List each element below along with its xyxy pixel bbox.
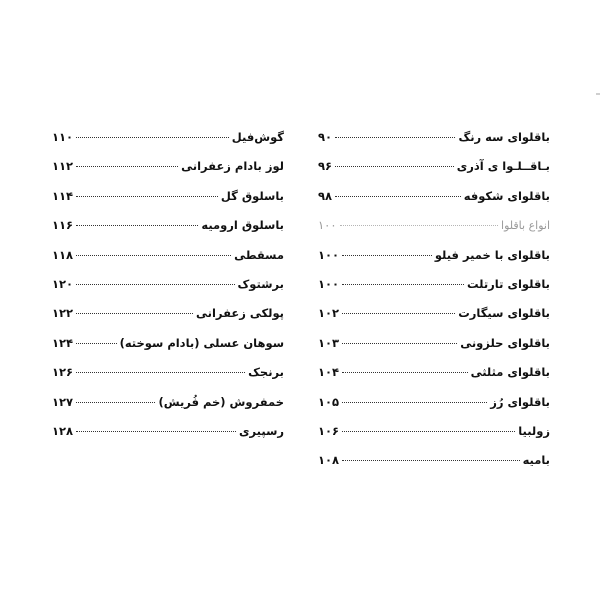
toc-page-number: ۹۸ (318, 188, 333, 203)
dot-leader (340, 225, 499, 226)
toc-page-number: ۱۲۰ (52, 276, 74, 291)
toc-page-number: ۱۰۵ (318, 394, 340, 409)
dot-leader (76, 431, 236, 432)
toc-page-number: ۱۰۰ (318, 247, 340, 262)
toc-page-number: ۹۰ (318, 130, 333, 144)
toc-page-number: ۹۶ (318, 159, 333, 174)
dot-leader (342, 402, 487, 403)
dot-leader (335, 196, 461, 197)
dot-leader (76, 284, 234, 285)
toc-entry (318, 336, 550, 365)
dot-leader (76, 402, 155, 403)
dot-leader (335, 137, 455, 138)
toc-entry (318, 130, 550, 159)
toc-entry (52, 424, 284, 453)
toc-page-number: ۱۱۲ (52, 159, 74, 174)
dot-leader (76, 372, 245, 373)
toc-entry-title: برشتوک (237, 276, 284, 291)
toc-entry (52, 336, 284, 365)
toc-entry (318, 306, 550, 335)
toc-entry-title: رسپیری (238, 423, 284, 438)
toc-entry (318, 277, 550, 306)
toc-entry-title: باقلوای مثلثی (470, 365, 550, 380)
dot-leader (342, 343, 457, 344)
toc-page-number: ۱۰۴ (318, 365, 340, 380)
toc-entry (318, 424, 550, 453)
toc-entry (318, 395, 550, 424)
dot-leader (342, 255, 432, 256)
toc-page-number: ۱۲۲ (52, 306, 74, 321)
toc-entry-title: بامیه (522, 453, 550, 468)
toc-entry (52, 218, 284, 247)
dot-leader (76, 225, 198, 226)
dot-leader (76, 166, 178, 167)
toc-entry-title: زولبیا (518, 423, 550, 438)
toc-page-number: ۱۰۰ (318, 276, 340, 291)
toc-entry-title: باقلوای سه رنگ (458, 130, 550, 144)
toc-page-number: ۱۲۷ (52, 394, 74, 409)
toc-entry (318, 189, 550, 218)
toc-entry-title: سوهان عسلی (بادام سوخته) (119, 335, 284, 350)
dot-leader (335, 166, 454, 167)
toc-entry-title: برنجک (248, 365, 284, 380)
dot-leader (342, 284, 464, 285)
toc-entry (52, 130, 284, 159)
toc-page-number: ۱۰۲ (318, 306, 340, 321)
toc-entry (52, 365, 284, 394)
dot-leader (342, 431, 515, 432)
page-edge-mark (596, 93, 600, 95)
toc-entry (52, 159, 284, 188)
toc-entry (52, 306, 284, 335)
toc-entry (318, 453, 550, 482)
toc-page-number: ۱۰۳ (318, 335, 340, 350)
toc-entry-title: باسلوق گل (220, 188, 284, 203)
toc-entry (318, 365, 550, 394)
toc-page-number: ۱۰۸ (318, 453, 340, 468)
toc-entry-title: باقلوای شکوفه (463, 188, 550, 203)
toc-page-number: ۱۲۶ (52, 365, 74, 380)
toc-entry-title: مسقطی (234, 247, 284, 262)
toc-entry (318, 159, 550, 188)
dot-leader (342, 460, 520, 461)
toc-entry-title: پولکی زعفرانی (196, 306, 284, 321)
toc-entry-title: باقلوای حلزونی (460, 335, 550, 350)
toc-page-number: ۱۱۴ (52, 188, 74, 203)
toc-entry-title: انواع باقلوا (501, 219, 550, 233)
toc-entry (52, 189, 284, 218)
toc-entry (52, 395, 284, 424)
toc-right-column (318, 130, 550, 483)
toc-entry-title: باقلوای تارتلت (467, 276, 550, 291)
dot-leader (76, 343, 117, 344)
toc-entry-title: خمفروش (خم فُریش) (158, 394, 284, 409)
toc-entry (52, 248, 284, 277)
toc-page-number: ۱۱۶ (52, 218, 74, 233)
toc-page-number: ۱۰۰ (318, 218, 337, 233)
toc-entry (318, 248, 550, 277)
dot-leader (342, 372, 468, 373)
toc-page-number: ۱۱۸ (52, 247, 74, 262)
toc-page-number: ۱۲۴ (52, 335, 74, 350)
toc-left-column (52, 130, 284, 453)
toc-entry-title: بـاقــلـوا ی آذری (456, 159, 550, 174)
toc-entry-title: باقلوای با خمیر فیلو (434, 247, 550, 262)
toc-entry-title: باقلوای سیگارت (458, 306, 550, 321)
dot-leader (76, 137, 229, 138)
dot-leader (342, 313, 455, 314)
dot-leader (76, 196, 218, 197)
dot-leader (76, 255, 231, 256)
dot-leader (76, 313, 193, 314)
toc-section-heading (318, 218, 550, 247)
toc-page-number: ۱۲۸ (52, 423, 74, 438)
toc-page-number: ۱۰۶ (318, 423, 340, 438)
toc-entry-title: لوز بادام زعفرانی (181, 159, 284, 174)
toc-entry (52, 277, 284, 306)
toc-entry-title: گوش‌فیل (231, 130, 284, 144)
toc-entry-title: باسلوق ارومیه (201, 218, 284, 233)
toc-page-number: ۱۱۰ (52, 130, 74, 144)
toc-entry-title: باقلوای رُز (490, 394, 550, 409)
